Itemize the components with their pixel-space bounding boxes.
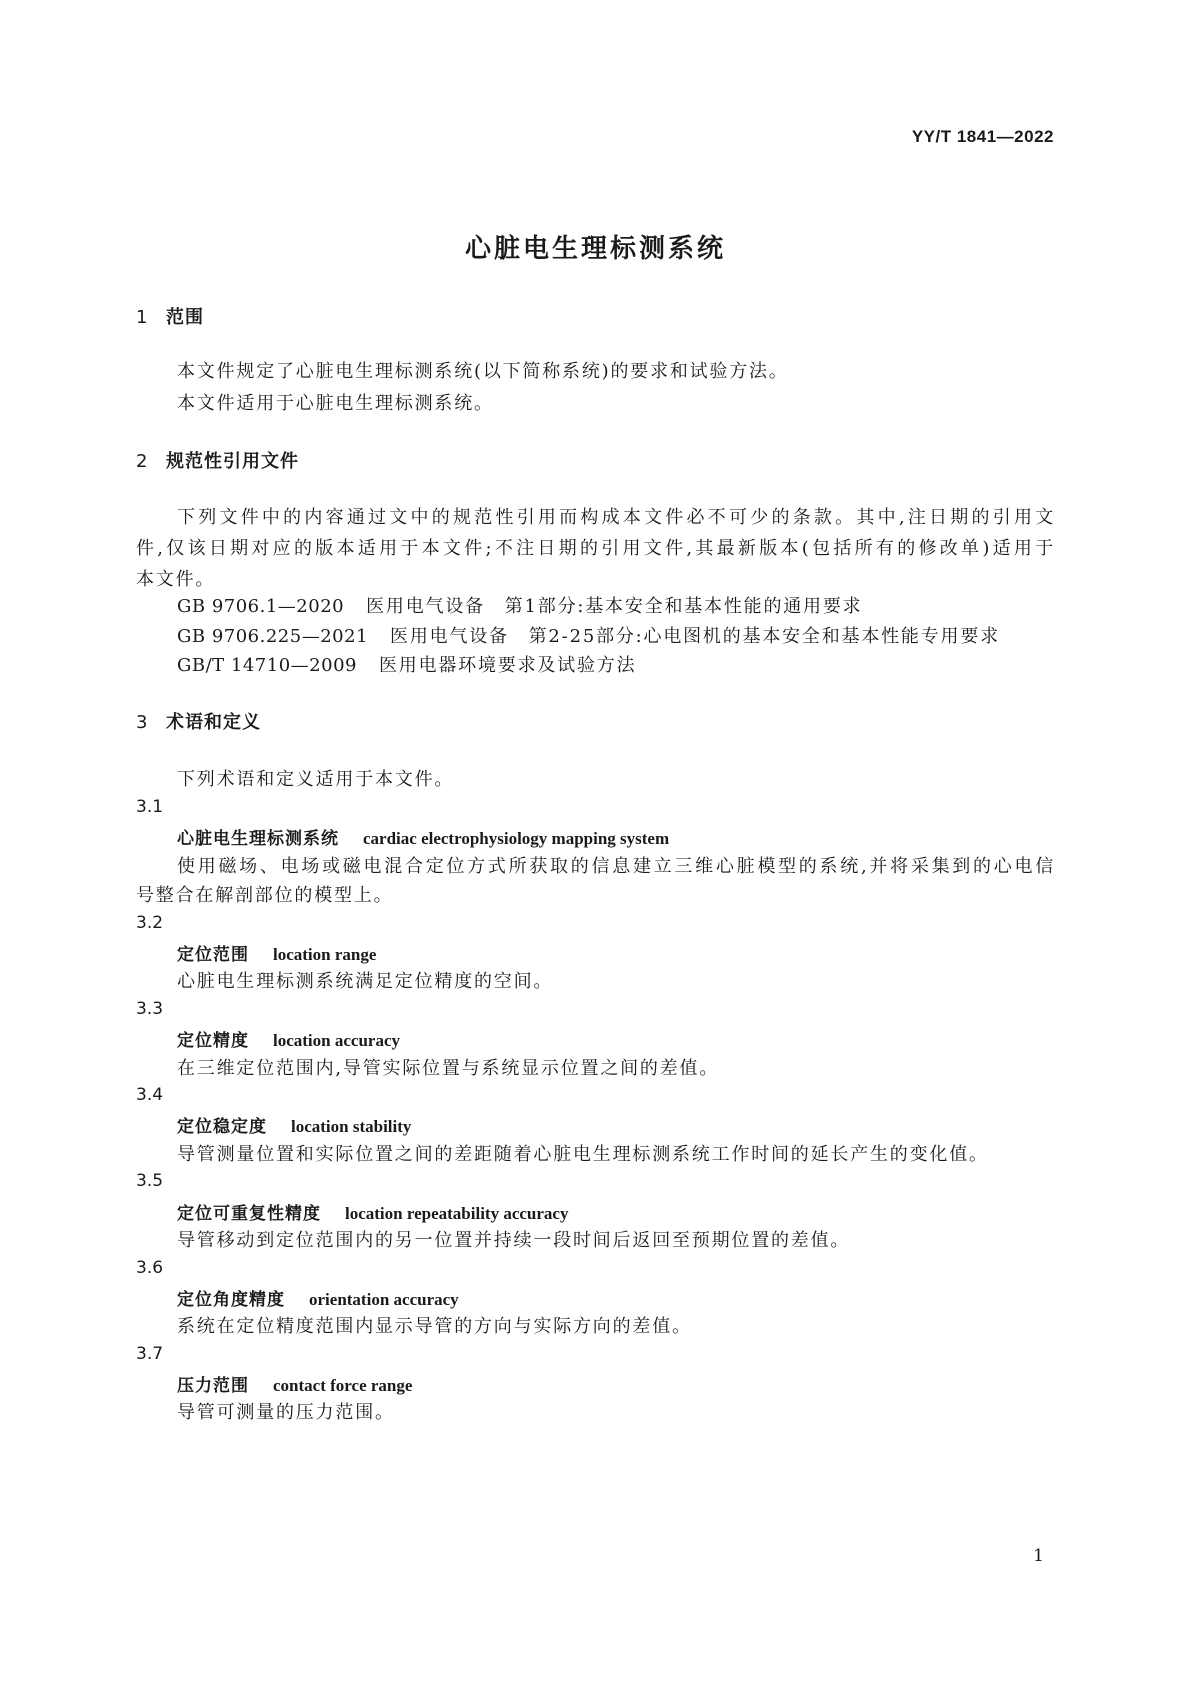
term-chinese: 定位稳定度 [177, 1117, 267, 1137]
term-chinese: 定位可重复性精度 [177, 1204, 321, 1224]
term-entry [177, 1199, 568, 1224]
section-3-heading [136, 708, 261, 734]
reference-item [177, 651, 636, 677]
term-english: location stability [291, 1117, 412, 1136]
term-english: contact force range [273, 1376, 413, 1395]
section-title: 规范性引用文件 [166, 451, 299, 472]
clause-number: 3.2 [136, 913, 164, 933]
reference-code: GB 9706.1—2020 [177, 596, 345, 617]
term-definition: 使用磁场、电场或磁电混合定位方式所获取的信息建立三维心脏模型的系统,并将采集到的心电信 [177, 856, 1055, 877]
term-entry [177, 1285, 459, 1310]
term-english: location accuracy [273, 1031, 400, 1050]
section-number: 1 [136, 307, 149, 328]
references-intro-line-2: 件,仅该日期对应的版本适用于本文件;不注日期的引用文件,其最新版本(包括所有的修改单)适用于 [136, 538, 1055, 559]
document-title: 心脏电生理标测系统 [464, 234, 726, 264]
reference-item [177, 622, 1000, 648]
reference-title: 医用电气设备 第2-25部分:心电图机的基本安全和基本性能专用要求 [390, 626, 1000, 647]
section-1-heading [136, 303, 204, 329]
clause-number: 3.6 [136, 1258, 164, 1278]
term-definition: 导管可测量的压力范围。 [177, 1402, 395, 1423]
standard-code: YY/T 1841—2022 [911, 127, 1054, 146]
term-chinese: 定位角度精度 [177, 1290, 285, 1310]
section-number: 2 [136, 451, 149, 472]
term-english: orientation accuracy [309, 1290, 459, 1309]
section-number: 3 [136, 712, 149, 733]
term-chinese: 心脏电生理标测系统 [177, 829, 339, 849]
term-english: cardiac electrophysiology mapping system [363, 829, 670, 848]
scope-paragraph-1: 本文件规定了心脏电生理标测系统(以下简称系统)的要求和试验方法。 [177, 361, 789, 382]
clause-number: 3.5 [136, 1171, 164, 1191]
term-english: location range [273, 945, 377, 964]
scope-paragraph-2: 本文件适用于心脏电生理标测系统。 [177, 393, 494, 414]
term-english: location repeatability accuracy [345, 1204, 569, 1223]
term-definition: 导管测量位置和实际位置之间的差距随着心脏电生理标测系统工作时间的延长产生的变化值。 [177, 1144, 989, 1165]
section-title: 范围 [166, 307, 204, 328]
term-definition: 导管移动到定位范围内的另一位置并持续一段时间后返回至预期位置的差值。 [177, 1230, 851, 1251]
term-entry [177, 1112, 411, 1137]
term-entry [177, 824, 669, 849]
term-entry [177, 940, 376, 965]
term-chinese: 定位范围 [177, 945, 249, 965]
term-entry [177, 1026, 400, 1051]
term-chinese: 压力范围 [177, 1376, 249, 1396]
clause-number: 3.3 [136, 999, 164, 1019]
clause-number: 3.7 [136, 1344, 164, 1364]
term-chinese: 定位精度 [177, 1031, 249, 1051]
section-2-heading [136, 447, 299, 473]
term-definition: 在三维定位范围内,导管实际位置与系统显示位置之间的差值。 [177, 1058, 720, 1079]
reference-title: 医用电器环境要求及试验方法 [378, 655, 637, 676]
reference-code: GB/T 14710—2009 [177, 655, 357, 676]
clause-number: 3.1 [136, 797, 164, 817]
section-title: 术语和定义 [166, 712, 261, 733]
references-intro-line-3: 本文件。 [136, 569, 216, 590]
reference-title: 医用电气设备 第1部分:基本安全和基本性能的通用要求 [366, 596, 863, 617]
term-definition: 心脏电生理标测系统满足定位精度的空间。 [177, 971, 554, 992]
terms-intro: 下列术语和定义适用于本文件。 [177, 769, 455, 790]
term-entry [177, 1371, 412, 1396]
reference-code: GB 9706.225—2021 [177, 626, 369, 647]
term-definition: 系统在定位精度范围内显示导管的方向与实际方向的差值。 [177, 1316, 692, 1337]
reference-item [177, 592, 862, 618]
term-definition-continued: 号整合在解剖部位的模型上。 [136, 885, 394, 906]
page-number: 1 [1033, 1546, 1044, 1566]
references-intro-line-1: 下列文件中的内容通过文中的规范性引用而构成本文件必不可少的条款。其中,注日期的引用文 [177, 507, 1055, 528]
clause-number: 3.4 [136, 1085, 164, 1105]
